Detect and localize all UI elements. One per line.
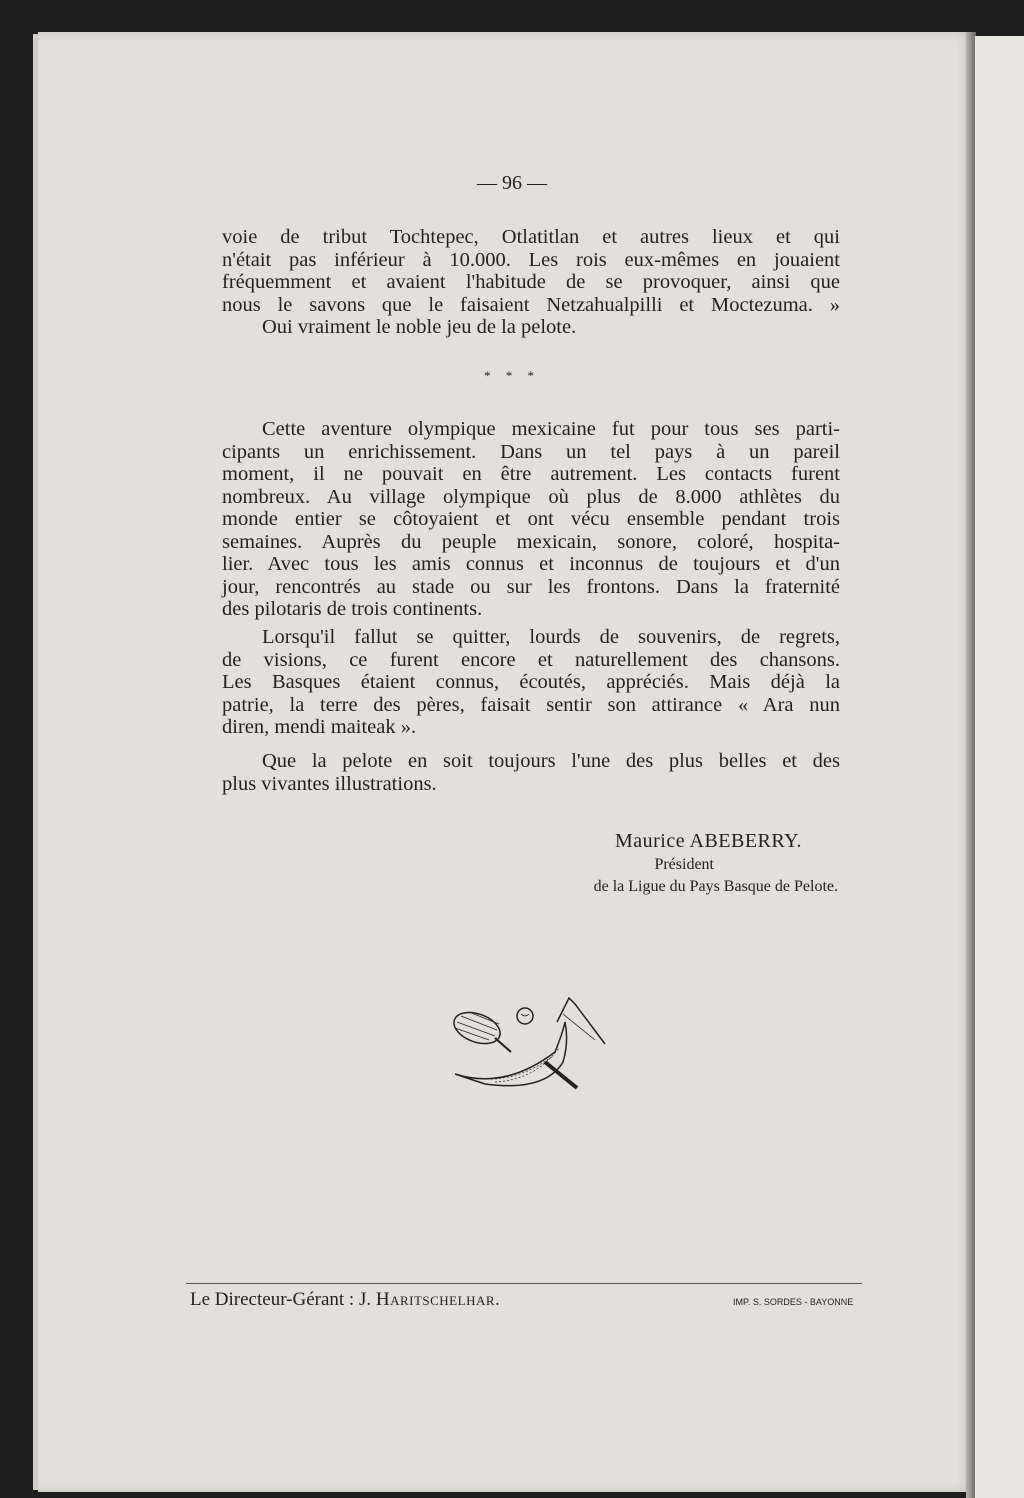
director-label: Le Directeur-Gérant : J.	[190, 1289, 372, 1310]
text-line: lier. Avec tous les amis connus et inconnus de toujours et d'un	[222, 553, 840, 575]
text-line: fréquemment et avaient l'habitude de se provoquer, ainsi que	[222, 271, 840, 293]
printer-credit: IMP. S. SORDES - BAYONNE	[733, 1297, 854, 1307]
next-page-edge	[975, 36, 1024, 1498]
text-line: moment, il ne pouvait en être autrement. Les contacts furent	[222, 463, 840, 485]
text-line: cipants un enrichissement. Dans un tel pays à un pareil	[222, 440, 840, 463]
paragraph-5	[222, 750, 840, 795]
text-line: Lorsqu'il fallut se quitter, lourds de souvenirs, de regrets,	[262, 626, 840, 648]
footer-divider	[186, 1283, 862, 1284]
text-line: n'était pas inférieur à 10.000. Les rois eux-mêmes en jouaient	[222, 248, 840, 271]
text-line: des pilotaris de trois continents.	[222, 598, 483, 620]
text-line: patrie, la terre des pères, faisait sentir son attirance « Ara nun	[222, 693, 840, 716]
paragraph-1	[222, 226, 840, 339]
racket-head	[450, 1007, 505, 1050]
text-line: monde entier se côtoyaient et ont vécu ensemble pendant trois	[222, 508, 840, 530]
text-line: Oui vraiment le noble jeu de la pelote.	[262, 316, 577, 338]
page-number: — 96 —	[477, 172, 547, 194]
text-line: voie de tribut Tochtepec, Otlatitlan et autres lieux et qui	[222, 226, 840, 248]
section-separator: * * *	[484, 368, 540, 383]
text-line: Cette aventure olympique mexicaine fut pour tous ses parti-	[262, 418, 840, 440]
signature-organization: de la Ligue du Pays Basque de Pelote.	[593, 878, 838, 895]
text-line: Les Basques étaient connus, écoutés, appréciés. Mais déjà la	[222, 671, 840, 693]
text-line: nombreux. Au village olympique où plus de 8.000 athlètes du	[222, 485, 840, 508]
paragraph-3	[222, 418, 840, 621]
text-line: diren, mendi maiteak ».	[222, 716, 417, 738]
pelota-chistera-illustration	[445, 992, 615, 1102]
signature-title: Président	[654, 856, 714, 873]
text-line: de visions, ce furent encore et naturellement des chansons.	[222, 648, 840, 671]
text-line: nous le savons que le faisaient Netzahualpilli et Moctezuma. »	[222, 293, 840, 316]
text-line: semaines. Auprès du peuple mexicain, sonore, coloré, hospita-	[222, 530, 840, 553]
signature-name: Maurice ABEBERRY.	[614, 830, 802, 852]
paragraph-4	[222, 626, 840, 739]
director-name: Haritschelhar.	[375, 1289, 501, 1310]
text-line: Que la pelote en soit toujours l'une des plus belles et des	[262, 750, 840, 772]
text-line: jour, rencontrés au stade ou sur les frontons. Dans la fraternité	[222, 575, 840, 598]
text-line: plus vivantes illustrations.	[222, 772, 437, 795]
director-credit	[190, 1289, 500, 1311]
